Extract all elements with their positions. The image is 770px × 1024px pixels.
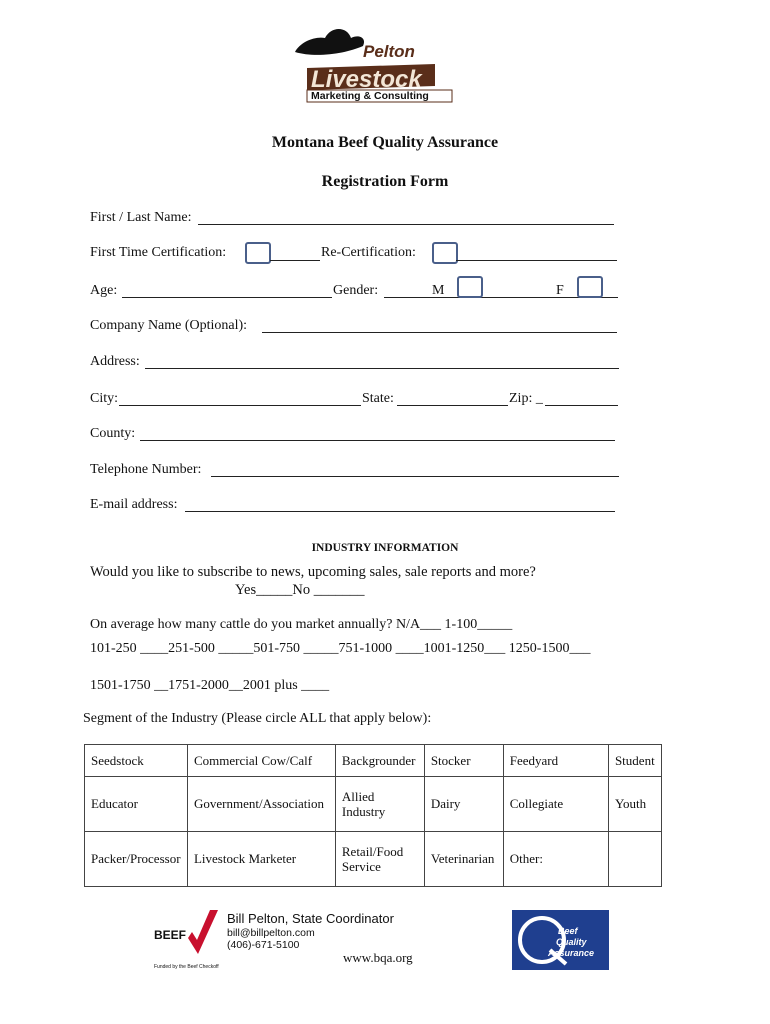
telephone-input-line[interactable] — [211, 476, 619, 477]
segment-cell[interactable]: Feedyard — [503, 745, 608, 777]
segment-cell[interactable]: Dairy — [424, 776, 503, 831]
zip-input-line[interactable] — [545, 405, 618, 406]
name-input-line[interactable] — [198, 224, 614, 225]
segment-cell[interactable] — [608, 831, 661, 886]
coordinator-email[interactable]: bill@billpelton.com — [227, 927, 315, 939]
company-input-line[interactable] — [262, 332, 617, 333]
table-row — [85, 745, 662, 777]
email-label: E-mail address: — [90, 497, 178, 512]
female-label: F — [556, 283, 564, 298]
recert-label: Re-Certification: — [321, 245, 416, 260]
logo-line3: Marketing & Consulting — [311, 90, 429, 102]
county-label: County: — [90, 426, 136, 441]
company-label: Company Name (Optional): — [90, 318, 248, 333]
gender-label: Gender: — [333, 283, 379, 298]
age-input-line[interactable] — [122, 297, 332, 298]
segment-cell[interactable]: Collegiate — [503, 776, 608, 831]
state-label: State: — [362, 391, 394, 406]
industry-heading: INDUSTRY INFORMATION — [311, 542, 459, 554]
female-checkbox[interactable] — [577, 276, 603, 298]
bqa-line1: Beef — [558, 926, 578, 936]
county-input-line[interactable] — [140, 440, 615, 441]
first-time-line — [270, 260, 320, 261]
segment-cell[interactable]: Student — [608, 745, 661, 777]
subscribe-yes-no[interactable]: Yes_____No _______ — [235, 582, 365, 598]
beef-checkoff-logo — [150, 908, 220, 974]
beef-logo-text: BEEF — [154, 928, 187, 942]
website-link[interactable]: www.bqa.org — [343, 950, 413, 965]
recert-line — [456, 260, 617, 261]
city-input-line[interactable] — [119, 405, 361, 406]
first-time-checkbox[interactable] — [245, 242, 271, 264]
segment-cell[interactable]: Livestock Marketer — [187, 831, 335, 886]
segment-cell[interactable]: Other: — [503, 831, 608, 886]
segment-cell[interactable]: Veterinarian — [424, 831, 503, 886]
coordinator-name: Bill Pelton, State Coordinator — [227, 911, 394, 926]
logo-line1: Pelton — [363, 42, 415, 61]
cattle-question[interactable]: On average how many cattle do you market annually? N/A___ 1-100_____ — [90, 617, 513, 632]
name-label: First / Last Name: — [90, 210, 192, 225]
telephone-label: Telephone Number: — [90, 462, 202, 477]
form-title: Montana Beef Quality Assurance — [271, 134, 499, 151]
email-input-line[interactable] — [185, 511, 615, 512]
segment-cell[interactable]: Seedstock — [85, 745, 188, 777]
segment-cell[interactable]: Retail/Food Service — [335, 831, 424, 886]
bqa-line2: Quality — [556, 937, 587, 947]
address-input-line[interactable] — [145, 368, 619, 369]
city-label: City: — [90, 391, 119, 406]
segment-cell[interactable]: Commercial Cow/Calf — [187, 745, 335, 777]
segment-cell[interactable]: Packer/Processor — [85, 831, 188, 886]
coordinator-phone: (406)-671-5100 — [227, 939, 300, 951]
beef-tagline: Funded by the Beef Checkoff — [154, 964, 219, 970]
subscribe-question: Would you like to subscribe to news, upcoming sales, sale reports and more? — [90, 564, 536, 580]
zip-label: Zip: _ — [509, 391, 543, 406]
segment-table — [84, 744, 662, 887]
segment-cell[interactable]: Youth — [608, 776, 661, 831]
bqa-line3: Assurance — [548, 948, 595, 958]
age-label: Age: — [90, 283, 118, 298]
table-row — [85, 831, 662, 886]
cattle-options-row3[interactable]: 1501-1750 __1751-2000__2001 plus ____ — [90, 678, 330, 693]
segment-cell[interactable]: Allied Industry — [335, 776, 424, 831]
segment-cell[interactable]: Stocker — [424, 745, 503, 777]
male-label: M — [432, 283, 445, 298]
bqa-logo — [512, 910, 609, 970]
pelton-livestock-logo — [285, 24, 455, 104]
table-row — [85, 776, 662, 831]
segment-cell[interactable]: Backgrounder — [335, 745, 424, 777]
segment-cell[interactable]: Government/Association — [187, 776, 335, 831]
segment-cell[interactable]: Educator — [85, 776, 188, 831]
male-checkbox[interactable] — [457, 276, 483, 298]
recert-checkbox[interactable] — [432, 242, 458, 264]
logo-line2: Livestock — [311, 66, 422, 93]
segment-question: Segment of the Industry (Please circle ALL that apply below): — [83, 711, 432, 726]
cattle-options-row2[interactable]: 101-250 ____251-500 _____501-750 _____751-1000 ____1001-1250___ 1250-1500___ — [90, 641, 591, 656]
address-label: Address: — [90, 354, 140, 369]
state-input-line[interactable] — [397, 405, 508, 406]
form-subtitle: Registration Form — [321, 173, 449, 190]
first-time-label: First Time Certification: — [90, 245, 227, 260]
